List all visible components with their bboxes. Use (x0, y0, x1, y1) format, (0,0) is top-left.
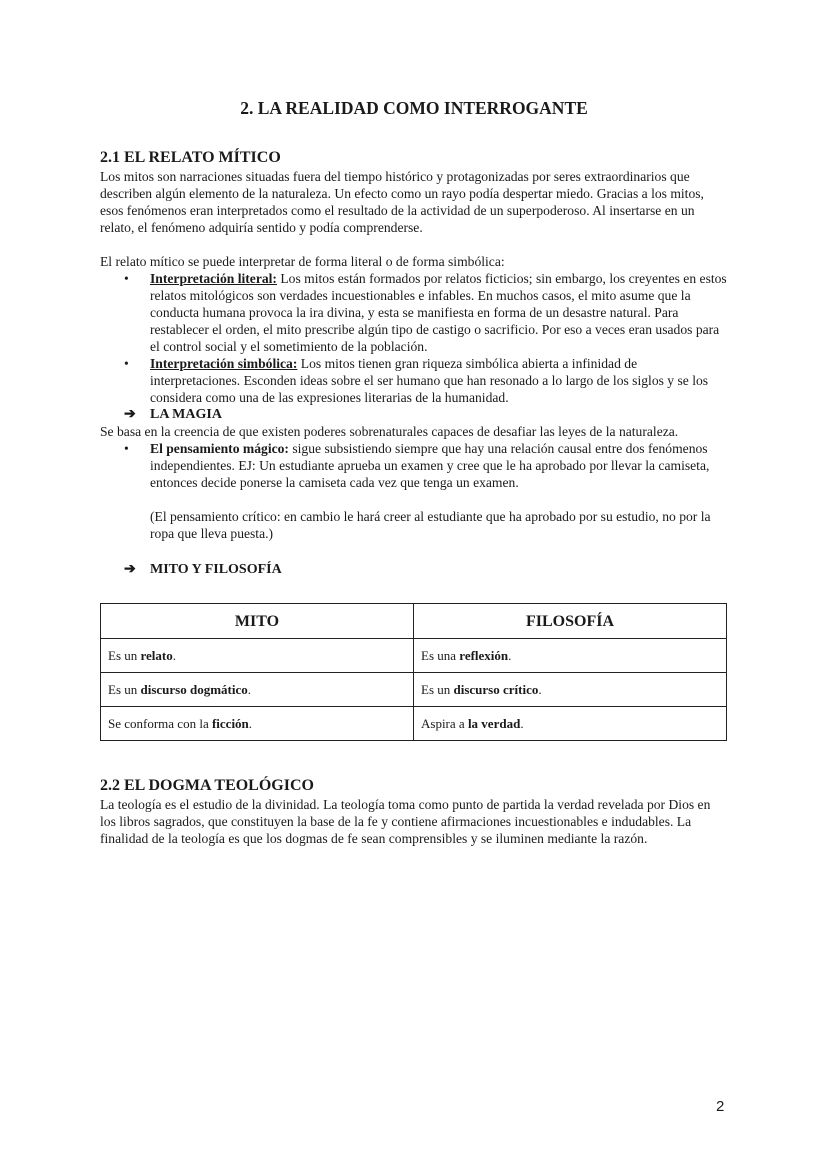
table-cell: Aspira a la verdad. (414, 707, 727, 741)
header-filosofia: FILOSOFÍA (414, 604, 727, 639)
subheading-mito-filosofia (100, 561, 728, 578)
item-label: El pensamiento mágico: (150, 441, 289, 456)
item-label: Interpretación literal: (150, 271, 277, 286)
section-2-1 (100, 148, 728, 578)
list-item (150, 270, 728, 355)
paragraph: El relato mítico se puede interpretar de forma literal o de forma simbólica: (100, 254, 505, 269)
note: (El pensamiento crítico: en cambio le hará creer al estudiante que ha aprobado por su estudio, no por la ropa que lleva puesta.) (150, 509, 711, 541)
item-text: Los mitos tienen gran riqueza simbólica abierta a infinidad de interpretaciones. Esconden ideas sobre el ser humano que han resonado a lo largo de los siglos y se los considera como una de las expresiones literarias de la humanidad. (150, 356, 709, 405)
comparison-table-wrap (100, 603, 728, 741)
section-2-2 (100, 776, 728, 847)
table-row (101, 673, 727, 707)
interpretation-list (100, 270, 728, 406)
table-cell: Es un relato. (101, 639, 414, 673)
item-label: Interpretación simbólica: (150, 356, 298, 371)
magia-list (100, 440, 728, 491)
arrow-icon: ➔ (124, 407, 136, 422)
item-text: Los mitos están formados por relatos ficticios; sin embargo, los creyentes en estos relatos mitológicos son verdades incuestionables e infables. En muchos casos, el mito asume que la conducta humana provoca la ira divina, y esta se manifiesta en forma de un desastre natural. Para restablecer el orden, el mito prescribe algún tipo de castigo o sacrificio. Por eso a veces eran usados para el control social y el sometimiento de la población. (150, 271, 727, 354)
section-heading: 2.1 EL RELATO MÍTICO (100, 149, 281, 166)
table-row (101, 707, 727, 741)
table-cell: Es un discurso dogmático. (101, 673, 414, 707)
subheading-magia (100, 406, 728, 423)
page-number: 2 (716, 1098, 725, 1115)
header-mito: MITO (101, 604, 414, 639)
paragraph: Se basa en la creencia de que existen poderes sobrenaturales capaces de desafiar las leyes de la naturaleza. (100, 424, 679, 439)
item-text: sigue subsistiendo siempre que hay una relación causal entre dos fenómenos independientes. EJ: Un estudiante aprueba un examen y cree que le ha aprobado por llevar la camiseta, entonces decide ponerse la camiseta cada vez que tenga un examen. (150, 441, 710, 490)
section-heading: 2.2 EL DOGMA TEOLÓGICO (100, 777, 314, 794)
table-cell: Se conforma con la ficción. (101, 707, 414, 741)
list-item (150, 440, 728, 491)
arrow-icon: ➔ (124, 562, 136, 577)
table-cell: Es una reflexión. (414, 639, 727, 673)
list-item (150, 355, 728, 406)
comparison-table (100, 603, 727, 741)
paragraph: Los mitos son narraciones situadas fuera del tiempo histórico y protagonizadas por seres extraordinarios que describen algún elemento de la naturaleza. Un efecto como un rayo podía despertar miedo. Gracias a los mitos, esos fenómenos eran interpretados como el resultado de la actividad de un superpoderoso. Al insertarse en un relato, el fenómeno adquiría sentido y podía comprenderse. (100, 169, 704, 235)
subheading-text: MITO Y FILOSOFÍA (150, 562, 282, 577)
chapter-title: 2. LA REALIDAD COMO INTERROGANTE (240, 98, 588, 118)
table-header-row (101, 604, 727, 639)
paragraph: La teología es el estudio de la divinidad. La teología toma como punto de partida la verdad revelada por Dios en los libros sagrados, que constituyen la base de la fe y contiene afirmaciones incuestionables e indudables. La finalidad de la teología es que los dogmas de fe sean comprensibles y se iluminen mediante la razón. (100, 797, 711, 846)
table-cell: Es un discurso crítico. (414, 673, 727, 707)
subheading-text: LA MAGIA (150, 407, 222, 422)
table-row (101, 639, 727, 673)
